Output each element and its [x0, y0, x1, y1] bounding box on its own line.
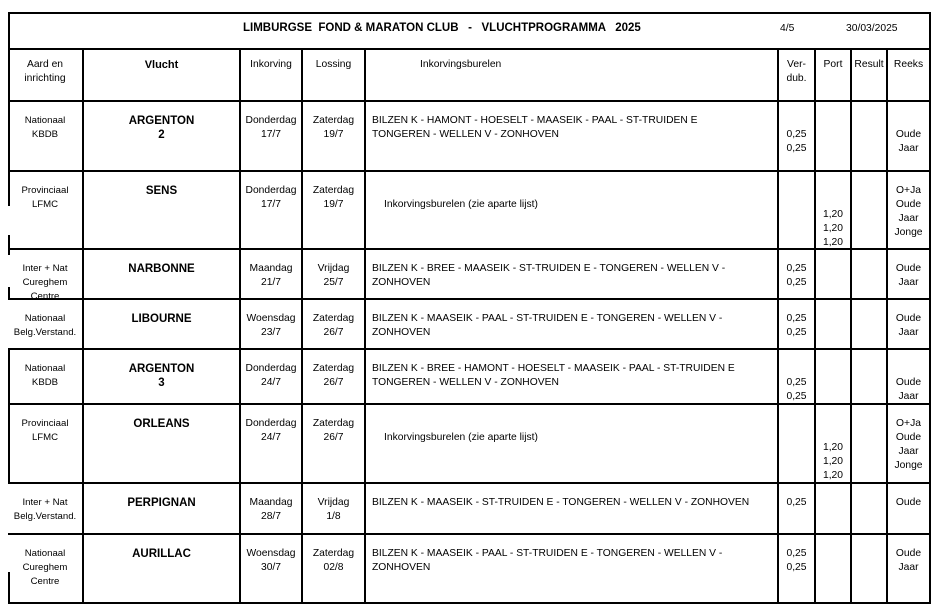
- cell-race: [84, 496, 239, 510]
- col-line: [364, 48, 366, 604]
- cell-series: [888, 417, 929, 473]
- cell-organizer-line: Cureghem Centre: [22, 277, 68, 302]
- rule-row: [8, 482, 931, 484]
- cell-organizer-line: Inter + Nat: [22, 263, 68, 274]
- cell-series-line: Oude: [895, 432, 922, 443]
- header-offices: Inkorvingsburelen: [420, 59, 502, 70]
- cell-release-line: 1/8: [326, 511, 341, 522]
- cell-release-line: 26/7: [323, 432, 344, 443]
- cell-organizer-line: Nationaal: [24, 115, 66, 126]
- cell-double-line: 0,25: [786, 377, 807, 388]
- cell-basketing-line: Donderdag: [245, 363, 297, 374]
- cell-series-line: Jonge: [894, 460, 923, 471]
- cell-basketing-line: Maandag: [249, 263, 293, 274]
- rule-title: [8, 48, 931, 50]
- cell-series-line: Jaar: [898, 277, 919, 288]
- cell-offices: [372, 262, 777, 290]
- cell-offices: [372, 496, 777, 510]
- schedule-sheet: [8, 12, 931, 604]
- cell-double: [779, 496, 814, 510]
- cell-organizer-line: LFMC: [31, 432, 59, 443]
- cell-offices: [372, 362, 777, 390]
- cell-series-line: Oude: [895, 129, 922, 140]
- cell-release-line: Zaterdag: [312, 548, 355, 559]
- cell-organizer: [8, 312, 82, 340]
- cell-organizer: [8, 262, 82, 304]
- cell-basketing-line: 21/7: [260, 277, 282, 288]
- cell-double: [779, 262, 814, 290]
- header-double: Ver- dub.: [786, 59, 807, 84]
- cell-double-line: 0,25: [786, 391, 807, 402]
- cell-release: [303, 547, 364, 575]
- cell-organizer-line: Nationaal: [24, 363, 66, 374]
- cell-release: [303, 114, 364, 142]
- cell-offices: [384, 198, 789, 212]
- cell-series: [888, 262, 929, 290]
- cell-organizer-line: Nationaal: [24, 313, 66, 324]
- cell-series-line: Jaar: [898, 327, 919, 338]
- cell-race: [84, 114, 239, 142]
- cell-race-line: PERPIGNAN: [127, 497, 196, 509]
- cell-race-line: NARBONNE: [128, 263, 195, 275]
- cell-double-line: 0,25: [786, 497, 807, 508]
- cell-postage-line: 1,20: [822, 470, 844, 481]
- cell-release-line: Zaterdag: [312, 185, 355, 196]
- cell-release-line: Vrijdag: [317, 263, 350, 274]
- cell-series-line: Oude: [895, 199, 922, 210]
- cell-series-line: Oude: [895, 377, 922, 388]
- cell-postage-line: 1,20: [822, 209, 844, 220]
- border-right: [929, 12, 931, 604]
- cell-race-line: ARGENTON: [128, 363, 195, 375]
- cell-postage: [816, 441, 850, 483]
- cell-series: [888, 184, 929, 240]
- cell-release-line: Vrijdag: [317, 497, 350, 508]
- cell-double-line: 0,25: [786, 548, 807, 559]
- cell-series-line: Jonge: [894, 227, 923, 238]
- cell-release-line: 19/7: [323, 199, 344, 210]
- cell-double: [779, 547, 814, 575]
- cell-organizer-line: Belg.Verstand.: [13, 511, 77, 522]
- cell-postage-line: 1,20: [822, 237, 844, 248]
- cell-release-line: Zaterdag: [312, 313, 355, 324]
- cell-offices-line: TONGEREN - WELLEN V - ZONHOVEN: [372, 129, 559, 140]
- header-series: Reeks: [893, 59, 924, 70]
- cell-release-line: Zaterdag: [312, 363, 355, 374]
- cell-offices-line: TONGEREN - WELLEN V - ZONHOVEN: [372, 377, 559, 388]
- cell-basketing: [241, 547, 301, 575]
- cell-double-line: 0,25: [786, 277, 807, 288]
- cell-postage-line: 1,20: [822, 456, 844, 467]
- cell-offices-line: Inkorvingsburelen (zie aparte lijst): [384, 432, 538, 443]
- cell-basketing: [241, 184, 301, 212]
- cell-postage-line: 1,20: [822, 223, 844, 234]
- cell-basketing-line: 24/7: [260, 432, 282, 443]
- cell-organizer: [8, 496, 82, 524]
- cell-series-line: Jaar: [898, 562, 919, 573]
- cell-release: [303, 362, 364, 390]
- cell-offices: [372, 114, 777, 142]
- cell-double-line: 0,25: [786, 327, 807, 338]
- cell-basketing-line: Maandag: [249, 497, 293, 508]
- cell-series: [888, 312, 929, 340]
- cell-race: [84, 262, 239, 276]
- cell-basketing: [241, 417, 301, 445]
- cell-basketing: [241, 114, 301, 142]
- cell-race: [84, 547, 239, 561]
- cell-double-line: 0,25: [786, 263, 807, 274]
- cell-basketing-line: Donderdag: [245, 185, 297, 196]
- cell-postage: [816, 208, 850, 250]
- rule-row: [8, 348, 931, 350]
- rule-top: [8, 12, 931, 14]
- header-postage: Port: [823, 59, 843, 70]
- col-line: [850, 48, 852, 604]
- cell-double-line: 0,25: [786, 313, 807, 324]
- cell-double-line: 0,25: [786, 129, 807, 140]
- cell-series: [888, 547, 929, 575]
- cell-series-line: Jaar: [898, 391, 919, 402]
- cell-race-line: SENS: [145, 185, 178, 197]
- rule-row: [8, 248, 931, 250]
- cell-race: [84, 184, 239, 198]
- col-line: [814, 48, 816, 604]
- rule-row: [8, 533, 931, 535]
- cell-offices: [372, 547, 777, 575]
- cell-release-line: 25/7: [323, 277, 344, 288]
- cell-race-line: ARGENTON: [128, 115, 195, 127]
- header-basketing: Inkorving: [250, 59, 292, 70]
- header-result: Result: [854, 59, 884, 70]
- cell-release-line: 19/7: [323, 129, 344, 140]
- cell-basketing-line: 30/7: [260, 562, 282, 573]
- cell-release-line: 26/7: [323, 327, 344, 338]
- cell-release-line: 26/7: [323, 377, 344, 388]
- cell-release: [303, 417, 364, 445]
- cell-series: [888, 376, 929, 404]
- cell-offices: [372, 312, 777, 340]
- cell-organizer-line: Inter + Nat: [22, 497, 68, 508]
- cell-organizer-line: Provinciaal: [21, 418, 69, 429]
- cell-series-line: O+Ja: [896, 418, 921, 429]
- cell-release-line: Zaterdag: [312, 115, 355, 126]
- rule-row: [8, 298, 931, 300]
- cell-organizer-line: Cureghem Centre: [22, 562, 68, 587]
- cell-race-line: LIBOURNE: [131, 313, 192, 325]
- cell-race: [84, 362, 239, 390]
- cell-series-line: O+Ja: [896, 185, 921, 196]
- cell-organizer: [8, 114, 82, 142]
- cell-release-line: 02/8: [323, 562, 344, 573]
- cell-postage-line: 1,20: [822, 442, 844, 453]
- cell-series-line: Oude: [895, 497, 922, 508]
- cell-basketing-line: 17/7: [260, 199, 282, 210]
- cell-organizer-line: Belg.Verstand.: [13, 327, 77, 338]
- border-left: [8, 12, 10, 48]
- rule-row: [8, 170, 931, 172]
- cell-release-line: Zaterdag: [312, 418, 355, 429]
- border-left-segment: [8, 235, 10, 255]
- cell-double: [779, 312, 814, 340]
- cell-series-line: Jaar: [898, 213, 919, 224]
- cell-basketing: [241, 312, 301, 340]
- cell-basketing-line: Woensdag: [246, 313, 296, 324]
- cell-basketing-line: 28/7: [260, 511, 282, 522]
- cell-series-line: Oude: [895, 263, 922, 274]
- cell-offices-line: BILZEN K - BREE - MAASEIK - ST-TRUIDEN E - TONGEREN - WELLEN V - ZONHOVEN: [372, 263, 726, 288]
- document-title: LIMBURGSE FOND & MARATON CLUB - VLUCHTPROGRAMMA 2025: [243, 22, 641, 34]
- cell-offices-line: Inkorvingsburelen (zie aparte lijst): [384, 199, 538, 210]
- cell-basketing-line: 23/7: [260, 327, 282, 338]
- cell-organizer-line: Nationaal: [24, 548, 66, 559]
- cell-race-line: 3: [158, 377, 165, 389]
- rule-bottom: [8, 602, 931, 604]
- cell-offices-line: BILZEN K - HAMONT - HOESELT - MAASEIK - PAAL - ST-TRUIDEN E: [372, 115, 698, 126]
- cell-series-line: Jaar: [898, 143, 919, 154]
- cell-series-line: Oude: [895, 548, 922, 559]
- cell-organizer: [8, 417, 82, 445]
- cell-double-line: 0,25: [786, 143, 807, 154]
- cell-basketing: [241, 362, 301, 390]
- cell-race: [84, 312, 239, 326]
- cell-series: [888, 128, 929, 156]
- cell-basketing-line: 17/7: [260, 129, 282, 140]
- header-release: Lossing: [315, 59, 352, 70]
- cell-basketing-line: 24/7: [260, 377, 282, 388]
- cell-race-line: AURILLAC: [132, 548, 191, 560]
- cell-organizer: [8, 362, 82, 390]
- cell-basketing-line: Donderdag: [245, 418, 297, 429]
- cell-race: [84, 417, 239, 431]
- cell-basketing-line: Woensdag: [246, 548, 296, 559]
- cell-release: [303, 312, 364, 340]
- cell-double-line: 0,25: [786, 562, 807, 573]
- cell-offices-line: BILZEN K - MAASEIK - PAAL - ST-TRUIDEN E - TONGEREN - WELLEN V - ZONHOVEN: [372, 313, 723, 338]
- cell-organizer: [8, 184, 82, 212]
- cell-release: [303, 262, 364, 290]
- page-number: 4/5: [780, 23, 795, 34]
- cell-organizer-line: KBDB: [31, 377, 59, 388]
- cell-series: [888, 496, 929, 510]
- cell-double: [779, 376, 814, 404]
- cell-series-line: Oude: [895, 313, 922, 324]
- cell-organizer: [8, 547, 82, 589]
- document-date: 30/03/2025: [846, 23, 898, 34]
- header-race: Vlucht: [144, 59, 179, 71]
- cell-offices-line: BILZEN K - MAASEIK - ST-TRUIDEN E - TONGEREN - WELLEN V - ZONHOVEN: [372, 497, 750, 508]
- cell-basketing: [241, 262, 301, 290]
- cell-release: [303, 496, 364, 524]
- cell-organizer-line: LFMC: [31, 199, 59, 210]
- header-organizer: Aard en inrichting: [24, 59, 66, 84]
- cell-offices-line: BILZEN K - BREE - HAMONT - HOESELT - MAASEIK - PAAL - ST-TRUIDEN E: [372, 363, 735, 374]
- cell-organizer-line: KBDB: [31, 129, 59, 140]
- cell-double: [779, 128, 814, 156]
- cell-basketing-line: Donderdag: [245, 115, 297, 126]
- cell-offices: [384, 431, 789, 445]
- cell-race-line: 2: [158, 129, 165, 141]
- cell-release: [303, 184, 364, 212]
- rule-header: [8, 100, 931, 102]
- cell-basketing: [241, 496, 301, 524]
- cell-organizer-line: Provinciaal: [21, 185, 69, 196]
- cell-series-line: Jaar: [898, 446, 919, 457]
- cell-race-line: ORLEANS: [133, 418, 190, 430]
- cell-offices-line: BILZEN K - MAASEIK - PAAL - ST-TRUIDEN E - TONGEREN - WELLEN V - ZONHOVEN: [372, 548, 723, 573]
